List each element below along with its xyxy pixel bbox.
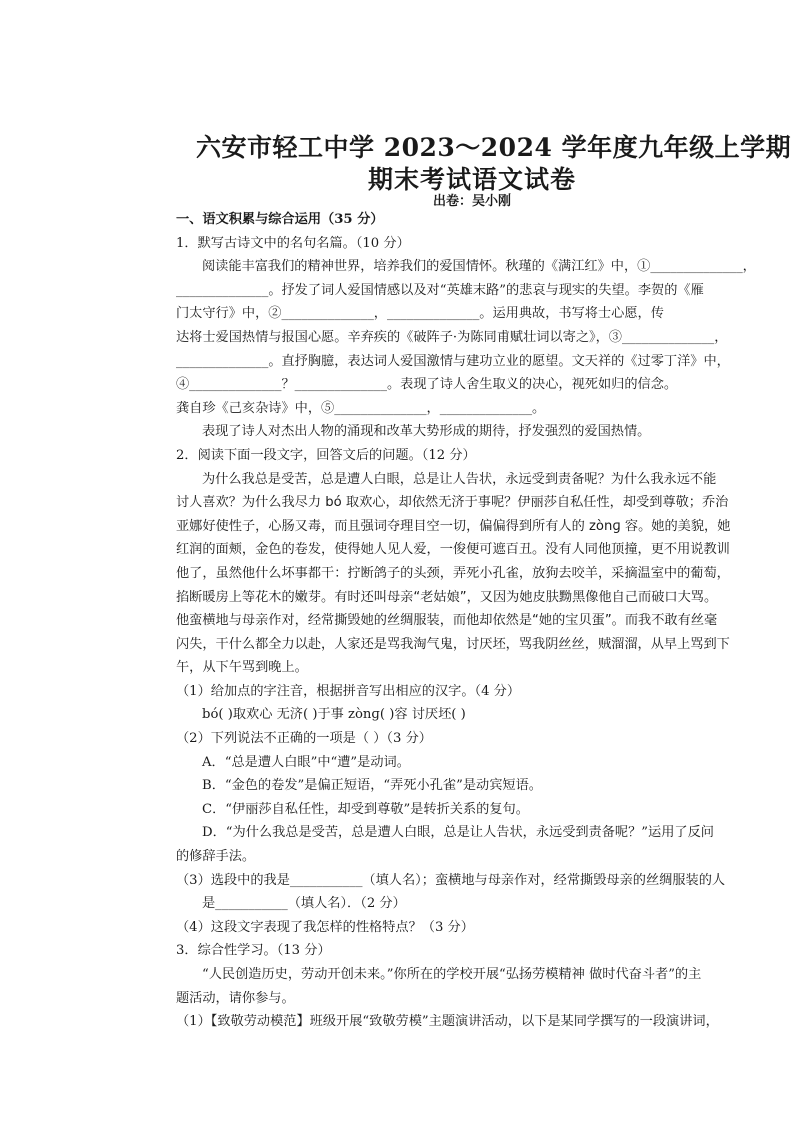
exam-title-line2: 期末考试语文试卷 — [367, 165, 576, 194]
section-heading: 一、语文积累与综合运用（35 分） — [176, 212, 384, 227]
sub-question-1-label: （1）给加点的字注音，根据拼音写出相应的汉字。（4 分） — [176, 683, 521, 699]
passage-line: 亚娜好使性子，心肠又毒，而且强词夺理目空一切，偏偏得到所有人的 zònɡ 容。她的美貌，她 — [176, 518, 731, 534]
option-d: D．“为什么我总是受苦，总是遭人白眼，总是让人告状，永远受到责备呢？”运用了反问 — [202, 825, 714, 841]
sub-question-3-line1: （3）选段中的我是___________（填人名）；蛮横地与母亲作对，经常撕毁母亲的丝绸服装的人 — [176, 872, 726, 888]
passage-line: 闪失，干什么都全力以赴，人家还是骂我淘气鬼，讨厌坯，骂我阴丝丝，贼溜溜，从早上骂到下 — [176, 636, 730, 652]
passage-line: 他蛮横地与母亲作对，经常撕毁她的丝绸服装，而他却依然是“她的宝贝蛋”。而我不敢有丝毫 — [176, 613, 718, 629]
question-3-intro-line1: “人民创造历史，劳动开创未来。”你所在的学校开展“弘扬劳模精神 做时代奋斗者”的主 — [202, 967, 702, 982]
sub-question-1-items: bó( )取欢心 无济( )于事 zònɡ( )容 讨厌坯( ) — [202, 707, 466, 723]
passage-line: 讨人喜欢？为什么我尽力 bó 取欢心，却依然无济于事呢？伊丽莎自私任性，却受到尊敬；乔治 — [176, 495, 729, 511]
exam-author: 出卷：吴小刚 — [432, 194, 511, 209]
passage-line: 掐断暖房上等花木的嫩芽。有时还叫母亲“老姑娘”，又因为她皮肤黝黑像他自己而破口大骂。 — [176, 589, 718, 605]
question-1-line: 表现了诗人对杰出人物的涌现和改革大势形成的期待，抒发强烈的爱国热情。 — [202, 424, 651, 440]
exam-body — [176, 208, 772, 1034]
question-1-line: 龚自珍《己亥杂诗》中，⑤______________，______________。 — [176, 400, 546, 416]
sub-question-2-label: （2）下列说法不正确的一项是（ ）（3 分） — [176, 731, 432, 747]
option-a: A．“总是遭人白眼”中“遭”是动词。 — [202, 754, 410, 770]
question-1-line: ④______________？______________。表现了诗人舍生取义的决心，视死如归的信念。 — [176, 377, 678, 393]
passage-line: 红润的面颊，金色的卷发，使得她人见人爱，一俊便可遮百丑。没有人同他顶撞，更不用说教训 — [176, 542, 730, 558]
question-1-line: ______________。抒发了词人爱国情感以及对“英雄末路”的悲哀与现实的失望。李贺的《雁 — [176, 282, 704, 298]
question-2-label: 2．阅读下面一段文字，回答文后的问题。（12 分） — [176, 447, 476, 463]
exam-title-line1: 六安市轻工中学 2023～2024 学年度九年级上学期 — [196, 133, 792, 162]
question-1-line: 门太守行》中，②______________，______________。运用典故，书写将士心愿，传 — [176, 306, 664, 322]
passage-line: 他了，虽然他什么坏事都干：拧断鸽子的头颈，弄死小孔雀，放狗去咬羊，采摘温室中的葡萄， — [176, 565, 730, 581]
option-b: B．“金色的卷发”是偏正短语，“弄死小孔雀”是动宾短语。 — [202, 778, 542, 794]
passage-line: 午，从下午骂到晚上。 — [176, 660, 308, 676]
question-1-line: 达将士爱国热情与报国心愿。辛弃疾的《破阵子·为陈同甫赋壮词以寄之》，③______________， — [176, 329, 728, 345]
question-3-sub1: （1）【致敬劳动模范】班级开展“致敬劳模”主题演讲活动，以下是某同学撰写的一段演讲词， — [176, 1014, 719, 1030]
sub-question-3-line2: 是___________（填人名）．（2 分） — [202, 896, 406, 912]
question-1-label: 1．默写古诗文中的名句名篇。（10 分） — [176, 235, 410, 251]
option-c: C．“伊丽莎自私任性，却受到尊敬”是转折关系的复句。 — [202, 801, 529, 817]
option-d-continued: 的修辞手法。 — [176, 849, 256, 865]
sub-question-4-label: （4）这段文字表现了我怎样的性格特点？（3 分） — [176, 919, 474, 935]
question-1-line: ______________。直抒胸臆，表达词人爱国激情与建功立业的愿望。文天祥的《过零丁洋》中， — [176, 353, 730, 369]
passage-line: 为什么我总是受苦，总是遭人白眼，总是让人告状，永远受到责备呢？为什么我永远不能 — [202, 471, 717, 487]
question-3-intro-line2: 题活动，请你参与。 — [176, 990, 295, 1006]
question-3-label: 3．综合性学习。（13 分） — [176, 943, 331, 959]
question-1-line: 阅读能丰富我们的精神世界，培养我们的爱国情怀。秋瑾的《满江红》中，①______________， — [202, 259, 756, 275]
